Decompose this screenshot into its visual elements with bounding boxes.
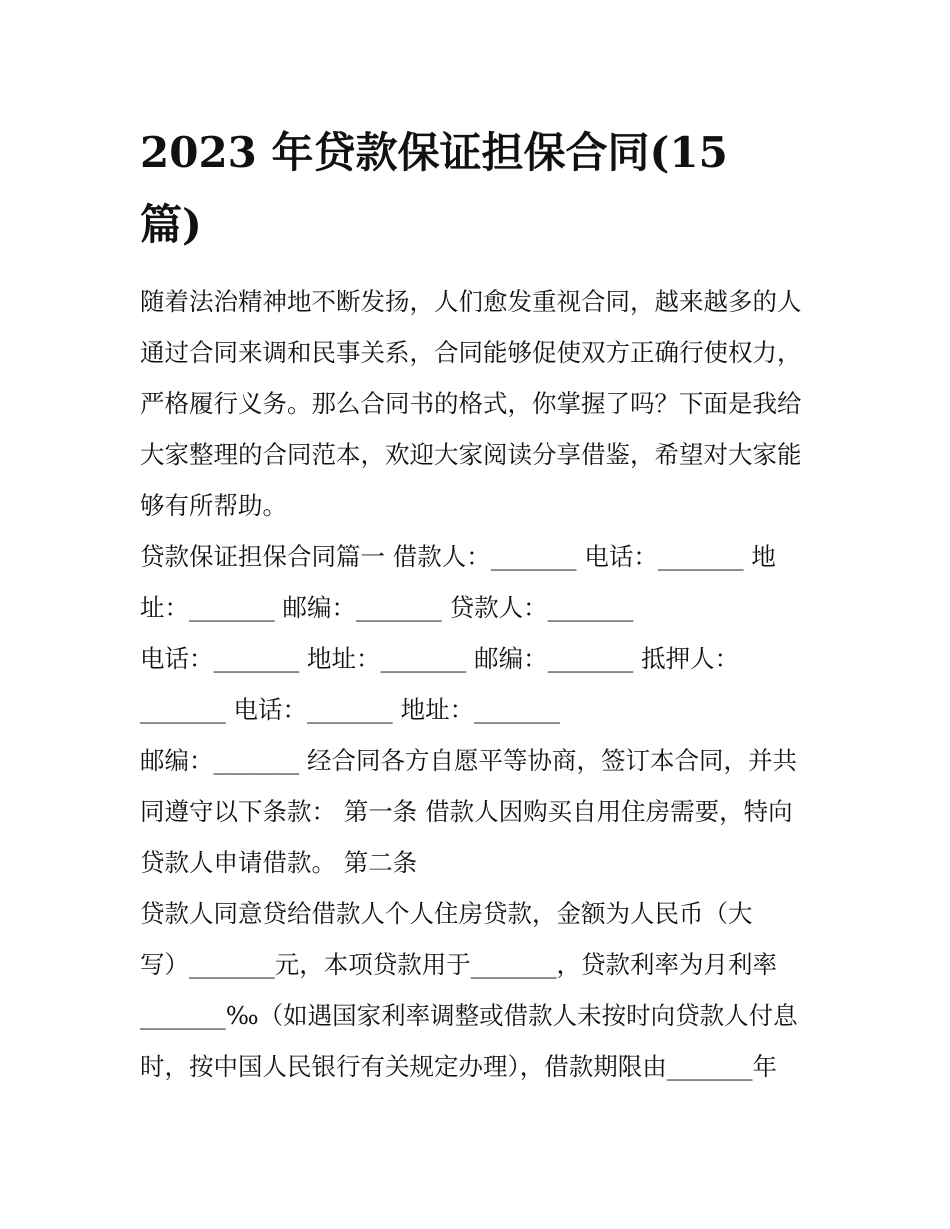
text-line: 通过合同来调和民事关系，合同能够促使双方正确行使权力， (140, 338, 802, 367)
text-line: 址：_______ 邮编：_______ 贷款人：_______ (140, 593, 634, 622)
intro-paragraph (140, 276, 830, 531)
article-one-paragraph (140, 735, 830, 888)
title-line: 篇) (140, 200, 202, 249)
text-line: 贷款人申请借款。 第二条 (140, 848, 418, 877)
text-line: 时，按中国人民银行有关规定办理），借款期限由_______年 (140, 1052, 777, 1081)
text-line: 严格履行义务。那么合同书的格式，你掌握了吗？下面是我给 (140, 389, 802, 418)
text-line: 随着法治精神地不断发扬，人们愈发重视合同，越来越多的人 (140, 287, 802, 316)
text-line: 大家整理的合同范本，欢迎大家阅读分享借鉴，希望对大家能 (140, 440, 802, 469)
parties-contact-paragraph (140, 633, 830, 735)
text-line: 电话：_______ 地址：_______ 邮编：_______ 抵押人： (140, 644, 740, 673)
text-line: 同遵守以下条款： 第一条 借款人因购买自用住房需要，特向 (140, 797, 793, 826)
text-line: 够有所帮助。 (140, 491, 287, 520)
text-line: _______‰（如遇国家利率调整或借款人未按时向贷款人付息 (140, 1001, 798, 1030)
text-line: 贷款人同意贷给借款人个人住房贷款，金额为人民币（大 (140, 899, 753, 928)
text-line: 贷款保证担保合同篇一 借款人：_______ 电话：_______ 地 (140, 542, 776, 571)
document-body (140, 276, 830, 1092)
text-line: 写）_______元，本项贷款用于_______，贷款利率为月利率 (140, 950, 777, 979)
text-line: 邮编：_______ 经合同各方自愿平等协商，签订本合同，并共 (140, 746, 798, 775)
article-two-paragraph (140, 888, 830, 1092)
parties-paragraph (140, 531, 830, 633)
text-line: _______ 电话：_______ 地址：_______ (140, 695, 560, 724)
title-line: 2023 年贷款保证担保合同(15 (140, 128, 728, 177)
document-title (140, 117, 820, 261)
